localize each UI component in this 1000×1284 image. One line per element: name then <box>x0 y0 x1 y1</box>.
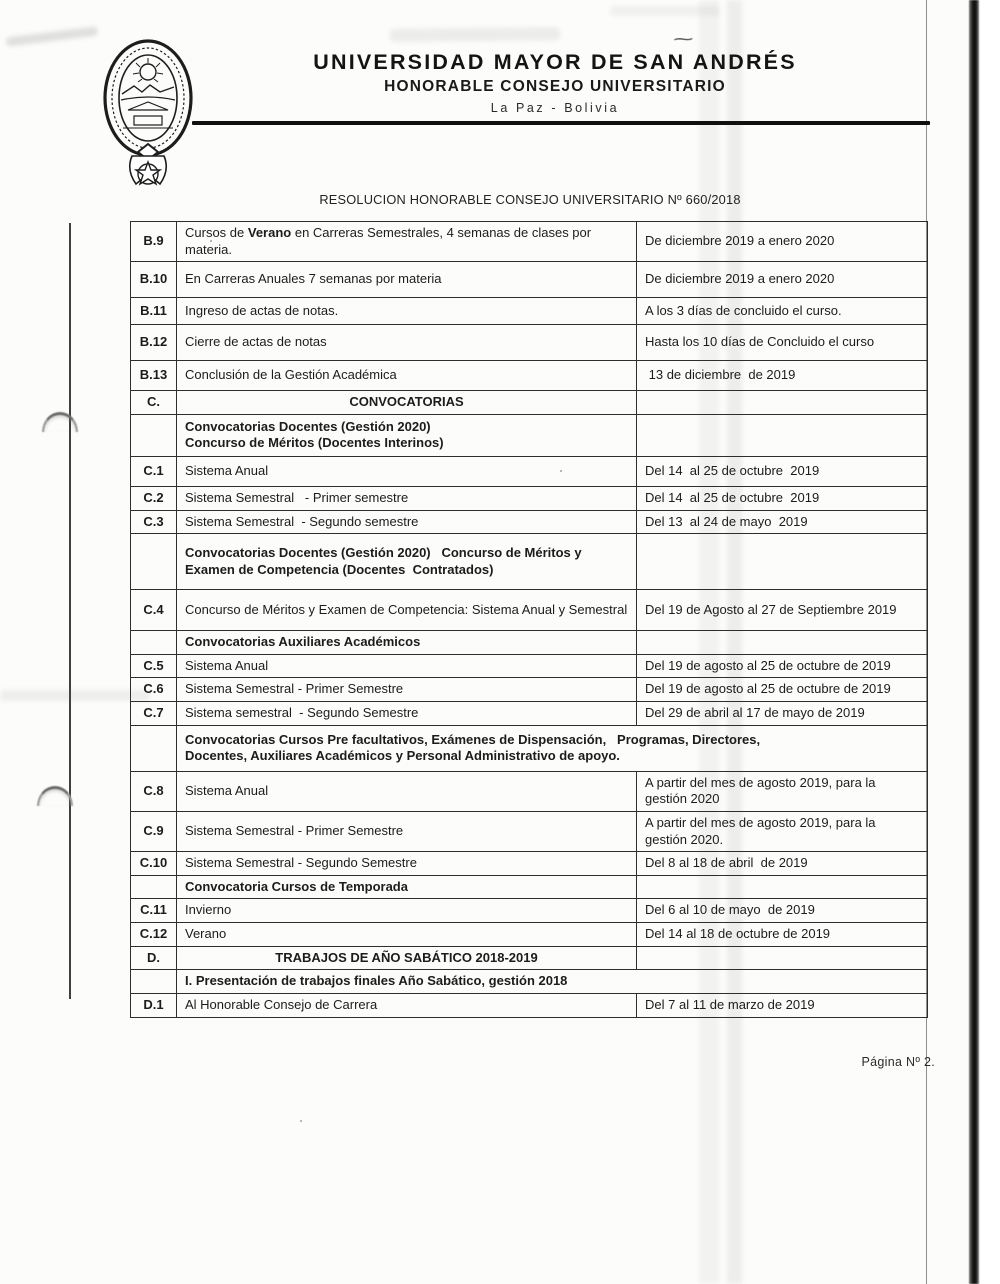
city-line: La Paz - Bolivia <box>490 101 620 115</box>
scan-artifact-page-edge-line <box>69 223 71 999</box>
row-date-cell: Hasta los 10 días de Concluido el curso <box>637 325 928 361</box>
row-desc-cell: En Carreras Anuales 7 semanas por materia <box>177 262 637 298</box>
binder-hole-mark <box>37 786 73 806</box>
table-row <box>131 678 928 702</box>
row-desc-cell: Sistema Semestral - Segundo Semestre <box>177 852 637 876</box>
table-row <box>131 702 928 726</box>
page-number: Página Nº 2. <box>861 1055 935 1069</box>
section-title-cell: CONVOCATORIAS <box>177 391 637 415</box>
scan-artifact-dark-band <box>969 0 979 1284</box>
table-row <box>131 262 928 298</box>
row-id-cell <box>131 414 177 456</box>
row-id-cell: B.9 <box>131 222 177 262</box>
row-date-cell: Del 19 de agosto al 25 de octubre de 2019 <box>637 654 928 678</box>
row-desc-cell: Verano <box>177 923 637 947</box>
row-id-cell: C. <box>131 391 177 415</box>
scan-smudge <box>390 27 560 42</box>
schedule-table-body <box>131 222 928 1018</box>
resolution-title: RESOLUCION HONORABLE CONSEJO UNIVERSITARIO Nº 660/2018 <box>319 192 741 207</box>
row-id-cell: C.10 <box>131 852 177 876</box>
row-id-cell: B.10 <box>131 262 177 298</box>
row-id-cell: C.4 <box>131 590 177 631</box>
table-row <box>131 325 928 361</box>
row-id-cell <box>131 725 177 771</box>
row-date-cell: A partir del mes de agosto 2019, para la gestión 2020. <box>637 811 928 851</box>
table-row <box>131 970 928 994</box>
row-date-cell: Del 14 al 25 de octubre 2019 <box>637 456 928 486</box>
row-desc-cell: Concurso de Méritos y Examen de Competencia: Sistema Anual y Semestral <box>177 590 637 631</box>
row-date-cell <box>637 391 928 415</box>
row-id-cell: C.11 <box>131 899 177 923</box>
council-subtitle: HONORABLE CONSEJO UNIVERSITARIO <box>384 78 726 95</box>
table-row <box>131 875 928 899</box>
table-row <box>131 631 928 655</box>
row-id-cell: C.7 <box>131 702 177 726</box>
table-row <box>131 414 928 456</box>
table-row <box>131 923 928 947</box>
table-row <box>131 590 928 631</box>
row-id-cell: B.11 <box>131 298 177 325</box>
row-id-cell: C.2 <box>131 486 177 510</box>
schedule-table <box>130 221 927 1018</box>
row-desc-cell: Ingreso de actas de notas. <box>177 298 637 325</box>
row-desc-cell: Sistema Semestral - Primer Semestre <box>177 678 637 702</box>
row-date-cell <box>637 414 928 456</box>
table-row <box>131 222 928 262</box>
row-desc-cell: Invierno <box>177 899 637 923</box>
scan-artifact-white-edge <box>980 0 1000 1284</box>
group-title-cell: I. Presentación de trabajos finales Año Sabático, gestión 2018 <box>177 970 928 994</box>
table-row <box>131 510 928 534</box>
table-row <box>131 946 928 970</box>
document-header <box>180 50 930 115</box>
row-date-cell: De diciembre 2019 a enero 2020 <box>637 222 928 262</box>
scan-smudge <box>610 6 720 16</box>
row-date-cell: Del 7 al 11 de marzo de 2019 <box>637 993 928 1017</box>
row-desc-cell: Cursos de Verano en Carreras Semestrales, 4 semanas de clases por materia. <box>177 222 637 262</box>
row-id-cell: B.12 <box>131 325 177 361</box>
row-id-cell: D. <box>131 946 177 970</box>
row-date-cell: Del 29 de abril al 17 de mayo de 2019 <box>637 702 928 726</box>
header-rule <box>192 121 930 125</box>
row-id-cell: C.1 <box>131 456 177 486</box>
row-id-cell: D.1 <box>131 993 177 1017</box>
scan-smudge <box>6 26 98 46</box>
row-id-cell <box>131 970 177 994</box>
group-title-cell: Convocatoria Cursos de Temporada <box>177 875 637 899</box>
table-row <box>131 654 928 678</box>
row-date-cell: Del 19 de agosto al 25 de octubre de 2019 <box>637 678 928 702</box>
table-row <box>131 725 928 771</box>
section-title-cell: TRABAJOS DE AÑO SABÁTICO 2018-2019 <box>177 946 637 970</box>
group-title-cell: Convocatorias Auxiliares Académicos <box>177 631 637 655</box>
row-date-cell: Del 19 de Agosto al 27 de Septiembre 2019 <box>637 590 928 631</box>
row-date-cell: Del 13 al 24 de mayo 2019 <box>637 510 928 534</box>
row-id-cell: C.8 <box>131 771 177 811</box>
row-date-cell <box>637 875 928 899</box>
row-desc-cell: Sistema Semestral - Segundo semestre <box>177 510 637 534</box>
row-desc-cell: Cierre de actas de notas <box>177 325 637 361</box>
row-desc-cell: Sistema Anual <box>177 456 637 486</box>
row-id-cell: C.6 <box>131 678 177 702</box>
row-desc-cell: Conclusión de la Gestión Académica <box>177 361 637 391</box>
table-row <box>131 456 928 486</box>
row-id-cell: C.9 <box>131 811 177 851</box>
group-title-cell: Convocatorias Cursos Pre facultativos, Exámenes de Dispensación, Programas, Directores, Docentes, Auxiliares Académicos y Personal Administrativo de apoyo. <box>177 725 928 771</box>
table-row <box>131 993 928 1017</box>
scan-speck <box>300 1120 302 1122</box>
row-desc-cell: Al Honorable Consejo de Carrera <box>177 993 637 1017</box>
row-desc-cell: Sistema Anual <box>177 654 637 678</box>
table-row <box>131 771 928 811</box>
table-row <box>131 486 928 510</box>
row-id-cell: B.13 <box>131 361 177 391</box>
scan-smudge <box>0 690 150 701</box>
group-title-cell: Convocatorias Docentes (Gestión 2020) Concurso de Méritos (Docentes Interinos) <box>177 414 637 456</box>
row-id-cell: C.12 <box>131 923 177 947</box>
group-title-cell: Convocatorias Docentes (Gestión 2020) Concurso de Méritos y Examen de Competencia (Docentes Contratados) <box>177 534 637 590</box>
row-id-cell <box>131 875 177 899</box>
table-row <box>131 391 928 415</box>
row-id-cell: C.5 <box>131 654 177 678</box>
row-date-cell: A partir del mes de agosto 2019, para la gestión 2020 <box>637 771 928 811</box>
table-row <box>131 811 928 851</box>
row-id-cell <box>131 534 177 590</box>
university-title: UNIVERSIDAD MAYOR DE SAN ANDRÉS <box>313 50 797 74</box>
row-desc-cell: Sistema Semestral - Primer semestre <box>177 486 637 510</box>
scan-pen-mark: ~ <box>671 29 696 52</box>
row-date-cell: Del 14 al 18 de octubre de 2019 <box>637 923 928 947</box>
table-row <box>131 298 928 325</box>
row-date-cell: Del 14 al 25 de octubre 2019 <box>637 486 928 510</box>
row-date-cell <box>637 631 928 655</box>
row-date-cell: A los 3 días de concluido el curso. <box>637 298 928 325</box>
row-id-cell <box>131 631 177 655</box>
row-desc-cell: Sistema Anual <box>177 771 637 811</box>
row-id-cell: C.3 <box>131 510 177 534</box>
table-row <box>131 899 928 923</box>
row-date-cell <box>637 946 928 970</box>
table-row <box>131 534 928 590</box>
row-date-cell: 13 de diciembre de 2019 <box>637 361 928 391</box>
row-desc-cell: Sistema semestral - Segundo Semestre <box>177 702 637 726</box>
table-row <box>131 852 928 876</box>
table-row <box>131 361 928 391</box>
row-date-cell: De diciembre 2019 a enero 2020 <box>637 262 928 298</box>
row-date-cell: Del 8 al 18 de abril de 2019 <box>637 852 928 876</box>
binder-hole-mark <box>42 412 78 432</box>
row-date-cell: Del 6 al 10 de mayo de 2019 <box>637 899 928 923</box>
row-date-cell <box>637 534 928 590</box>
row-desc-cell: Sistema Semestral - Primer Semestre <box>177 811 637 851</box>
